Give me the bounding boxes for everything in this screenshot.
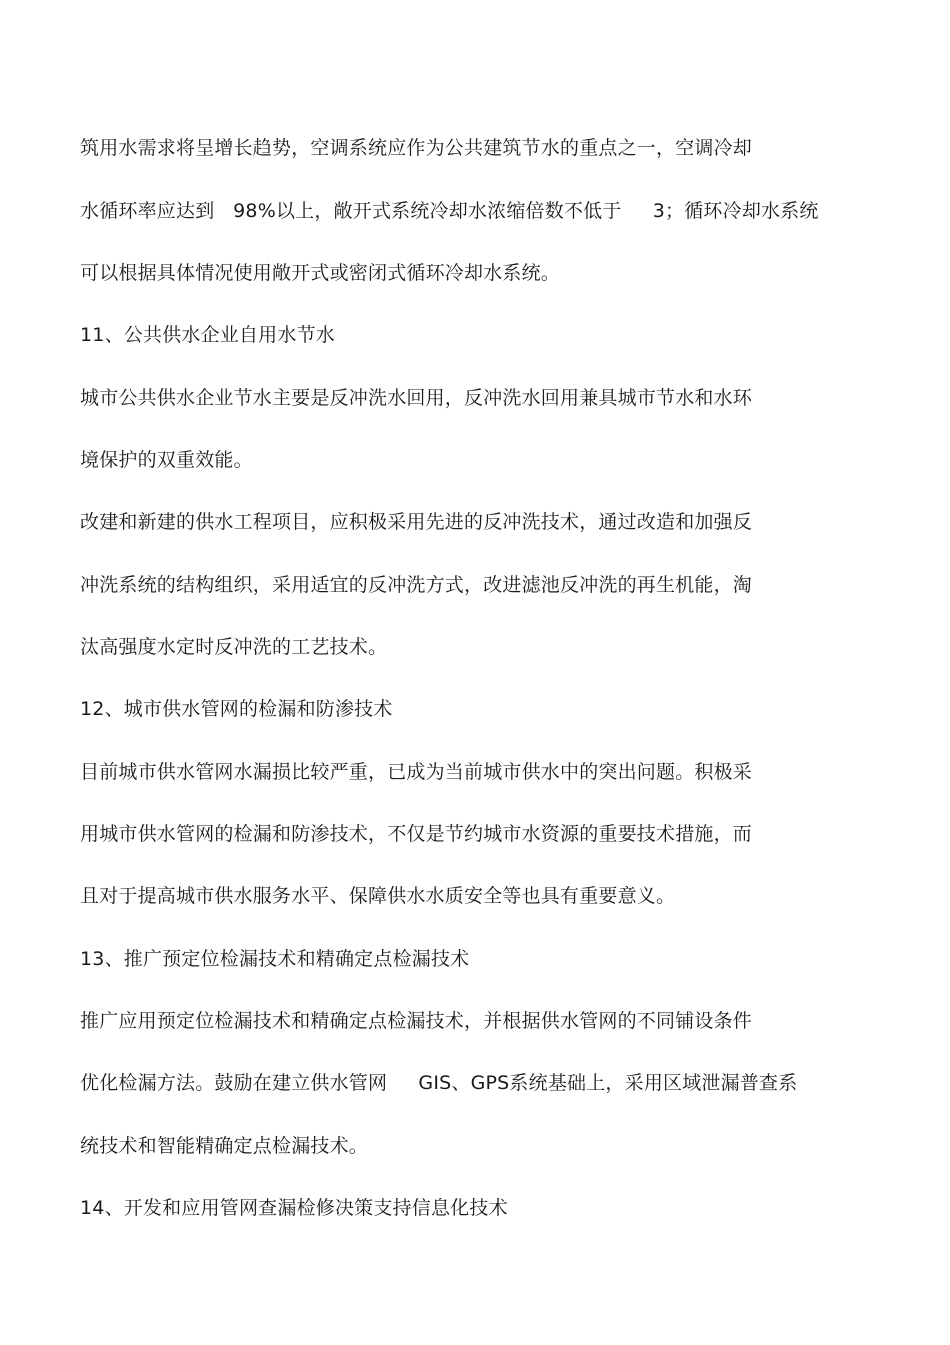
paragraph-line: 统技术和智能精确定点检漏技术。 xyxy=(80,1135,369,1157)
section-heading: 12、城市供水管网的检漏和防渗技术 xyxy=(80,698,393,720)
paragraph-line: 汰高强度水定时反冲洗的工艺技术。 xyxy=(80,636,388,658)
paragraph-line: 用城市供水管网的检漏和防渗技术，不仅是节约城市水资源的重要技术措施，而 xyxy=(80,823,753,845)
section-heading: 13、推广预定位检漏技术和精确定点检漏技术 xyxy=(80,948,470,970)
paragraph-line: 改建和新建的供水工程项目，应积极采用先进的反冲洗技术，通过改造和加强反 xyxy=(80,511,753,533)
paragraph-line: 境保护的双重效能。 xyxy=(80,449,253,471)
paragraph-line: 城市公共供水企业节水主要是反冲洗水回用，反冲洗水回用兼具城市节水和水环 xyxy=(80,387,753,409)
section-heading: 14、开发和应用管网查漏检修决策支持信息化技术 xyxy=(80,1197,508,1219)
paragraph-line: 筑用水需求将呈增长趋势，空调系统应作为公共建筑节水的重点之一，空调冷却 xyxy=(80,137,753,159)
paragraph-line: 推广应用预定位检漏技术和精确定点检漏技术，并根据供水管网的不同铺设条件 xyxy=(80,1010,753,1032)
section-heading: 11、公共供水企业自用水节水 xyxy=(80,324,335,346)
paragraph-line: 且对于提高城市供水服务水平、保障供水水质安全等也具有重要意义。 xyxy=(80,885,676,907)
paragraph-line: 优化检漏方法。鼓励在建立供水管网 GIS、GPS系统基础上，采用区域泄漏普查系 xyxy=(80,1072,798,1094)
paragraph-line: 冲洗系统的结构组织，采用适宜的反冲洗方式，改进滤池反冲洗的再生机能，淘 xyxy=(80,574,753,596)
paragraph-line: 可以根据具体情况使用敞开式或密闭式循环冷却水系统。 xyxy=(80,262,561,284)
paragraph-line: 水循环率应达到 98%以上，敞开式系统冷却水浓缩倍数不低于 3；循环冷却水系统 xyxy=(80,200,819,222)
paragraph-line: 目前城市供水管网水漏损比较严重，已成为当前城市供水中的突出问题。积极采 xyxy=(80,761,753,783)
